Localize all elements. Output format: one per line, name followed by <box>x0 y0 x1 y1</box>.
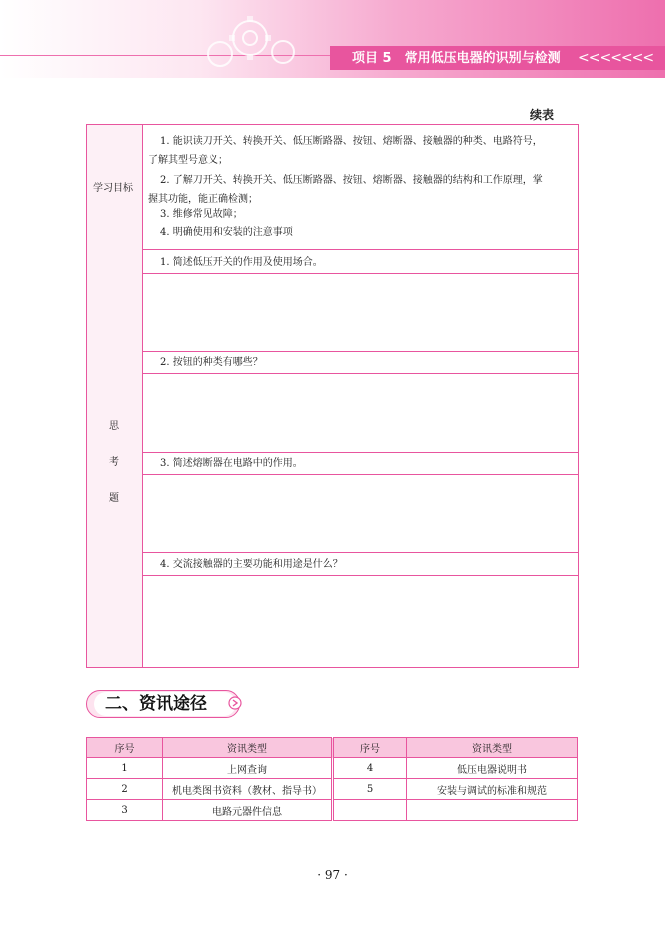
gear-decoration-icon <box>195 8 305 76</box>
table-cell: 1 <box>87 758 163 779</box>
table-row <box>87 800 578 821</box>
table-cell: 安装与调试的标准和规范 <box>407 779 578 800</box>
table-cell: 电路元器件信息 <box>163 800 333 821</box>
header-cell: 序号 <box>87 738 163 758</box>
table-cell: 4 <box>333 758 407 779</box>
table-row <box>87 758 578 779</box>
answer-area[interactable] <box>143 576 578 667</box>
question-prompt: 4. 交流接触器的主要功能和用途是什么？ <box>160 559 343 570</box>
answer-area[interactable] <box>143 374 578 452</box>
section-title: 二、资讯途径 <box>105 694 207 714</box>
thinking-label-char: 题 <box>109 493 119 504</box>
page-number: · 97 · <box>317 868 348 882</box>
objective-line: 了解其型号意义； <box>148 155 228 166</box>
table-cell: 上网查询 <box>163 758 333 779</box>
table-cell: 低压电器说明书 <box>407 758 578 779</box>
table-cell: 5 <box>333 779 407 800</box>
objective-line: 4. 明确使用和安装的注意事项 <box>160 227 293 238</box>
objective-line: 握其功能，能正确检测； <box>148 194 258 205</box>
project-title: 项目 5 常用低压电器的识别与检测 <box>352 51 561 66</box>
table-cell: 2 <box>87 779 163 800</box>
answer-area[interactable] <box>143 475 578 552</box>
table-cell <box>333 800 407 821</box>
arrow-right-icon <box>228 696 242 710</box>
thinking-label-char: 思 <box>109 421 119 432</box>
chevron-left-icons: <<<<<<< <box>578 50 654 66</box>
table-cell <box>407 800 578 821</box>
table-header-row <box>87 738 578 758</box>
objective-line: 1. 能识读刀开关、转换开关、低压断路器、按钮、熔断器、接触器的种类、电路符号， <box>160 136 543 147</box>
objectives-label: 学习目标 <box>93 183 133 194</box>
table-cell: 3 <box>87 800 163 821</box>
resources-table <box>86 737 578 821</box>
continued-label: 续表 <box>530 108 555 122</box>
objective-line: 3. 维修常见故障； <box>160 209 243 220</box>
header-cell: 资讯类型 <box>407 738 578 758</box>
question-prompt: 3. 简述熔断器在电路中的作用。 <box>160 458 303 469</box>
question-prompt: 2. 按钮的种类有哪些？ <box>160 357 263 368</box>
objective-line: 2. 了解刀开关、转换开关、低压断路器、按钮、熔断器、接触器的结构和工作原理，掌 <box>160 175 543 186</box>
question-prompt: 1. 简述低压开关的作用及使用场合。 <box>160 257 323 268</box>
thinking-label-char: 考 <box>109 457 119 468</box>
table-row <box>87 779 578 800</box>
answer-area[interactable] <box>143 274 578 351</box>
header-cell: 资讯类型 <box>163 738 333 758</box>
header-cell: 序号 <box>333 738 407 758</box>
table-cell: 机电类图书资料（教材、指导书） <box>163 779 333 800</box>
